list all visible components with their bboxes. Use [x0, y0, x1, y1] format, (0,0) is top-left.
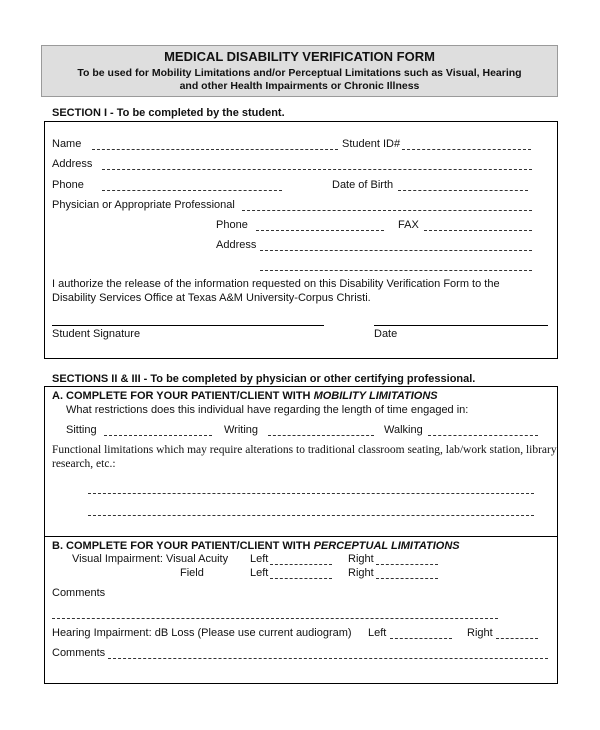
functional-limitations-line2: research, etc.: — [52, 458, 116, 470]
field-left-label: Left — [250, 567, 269, 579]
signature-date-field[interactable] — [374, 325, 548, 326]
functional-limitations-field-2[interactable] — [88, 515, 534, 516]
name-label: Name — [52, 138, 82, 150]
physician-address-label: Address — [216, 239, 257, 251]
hearing-comments-field[interactable] — [108, 658, 548, 659]
student-id-field[interactable] — [402, 149, 531, 150]
hearing-label: Hearing Impairment: dB Loss (Please use current audiogram) — [52, 627, 352, 639]
authorization-line1: I authorize the release of the information requested on this Disability Verification Form to the — [52, 278, 500, 290]
sitting-label: Sitting — [66, 424, 97, 436]
hearing-right-field[interactable] — [496, 638, 538, 639]
dob-label: Date of Birth — [332, 179, 394, 191]
form-subtitle-line1: To be used for Mobility Limitations and/or Perceptual Limitations such as Visual, Hearing — [77, 67, 522, 79]
address-field[interactable] — [102, 169, 532, 170]
student-signature-label: Student Signature — [52, 328, 141, 340]
section1-box — [44, 121, 558, 359]
acuity-right-field[interactable] — [376, 564, 438, 565]
section-divider — [45, 536, 557, 537]
functional-limitations-line1: Functional limitations which may require alterations to traditional classroom seating, lab/work station, library — [52, 444, 557, 456]
mobility-heading-emphasis: MOBILITY LIMITATIONS — [313, 390, 438, 402]
section1-heading: SECTION I - To be completed by the student. — [52, 107, 285, 119]
physician-phone-label: Phone — [216, 219, 248, 231]
physician-field[interactable] — [242, 210, 532, 211]
section2-box — [44, 386, 558, 684]
dob-field[interactable] — [398, 190, 528, 191]
physician-address-field-2[interactable] — [260, 270, 532, 271]
student-signature-field[interactable] — [52, 325, 324, 326]
visual-acuity-label: Visual Impairment: Visual Acuity — [72, 553, 229, 565]
writing-field[interactable] — [268, 435, 374, 436]
mobility-heading: A. COMPLETE FOR YOUR PATIENT/CLIENT WITH MOBILITY LIMITATIONS — [52, 390, 438, 402]
sitting-field[interactable] — [104, 435, 212, 436]
field-right-label: Right — [348, 567, 374, 579]
fax-field[interactable] — [424, 230, 532, 231]
section2-heading: SECTIONS II & III - To be completed by physician or other certifying professional. — [52, 373, 476, 385]
phone-label: Phone — [52, 179, 84, 191]
field-label: Field — [180, 567, 204, 579]
writing-label: Writing — [224, 424, 259, 436]
hearing-right-label: Right — [467, 627, 493, 639]
functional-limitations-field-1[interactable] — [88, 493, 534, 494]
fax-label: FAX — [398, 219, 419, 231]
form-subtitle-line2: and other Health Impairments or Chronic Illness — [179, 80, 420, 92]
hearing-left-field[interactable] — [390, 638, 452, 639]
acuity-left-label: Left — [250, 553, 269, 565]
acuity-right-label: Right — [348, 553, 374, 565]
address-label: Address — [52, 158, 93, 170]
student-id-label: Student ID# — [342, 138, 401, 150]
perceptual-heading-emphasis: PERCEPTUAL LIMITATIONS — [313, 540, 460, 552]
walking-field[interactable] — [428, 435, 538, 436]
hearing-comments-label: Comments — [52, 647, 106, 659]
phone-field[interactable] — [102, 190, 282, 191]
hearing-left-label: Left — [368, 627, 387, 639]
form-title: MEDICAL DISABILITY VERIFICATION FORM — [164, 49, 435, 64]
mobility-question: What restrictions does this individual have regarding the length of time engaged in: — [66, 404, 469, 416]
physician-address-field[interactable] — [260, 250, 532, 251]
field-right-field[interactable] — [376, 578, 438, 579]
visual-comments-field[interactable] — [52, 618, 498, 619]
visual-comments-label: Comments — [52, 587, 106, 599]
authorization-line2: Disability Services Office at Texas A&M University-Corpus Christi. — [52, 292, 371, 304]
form-header — [41, 45, 558, 97]
physician-phone-field[interactable] — [256, 230, 384, 231]
perceptual-heading: B. COMPLETE FOR YOUR PATIENT/CLIENT WITH PERCEPTUAL LIMITATIONS — [52, 540, 460, 552]
physician-label: Physician or Appropriate Professional — [52, 199, 235, 211]
signature-date-label: Date — [374, 328, 398, 340]
acuity-left-field[interactable] — [270, 564, 332, 565]
name-field[interactable] — [92, 149, 338, 150]
field-left-field[interactable] — [270, 578, 332, 579]
walking-label: Walking — [384, 424, 423, 436]
